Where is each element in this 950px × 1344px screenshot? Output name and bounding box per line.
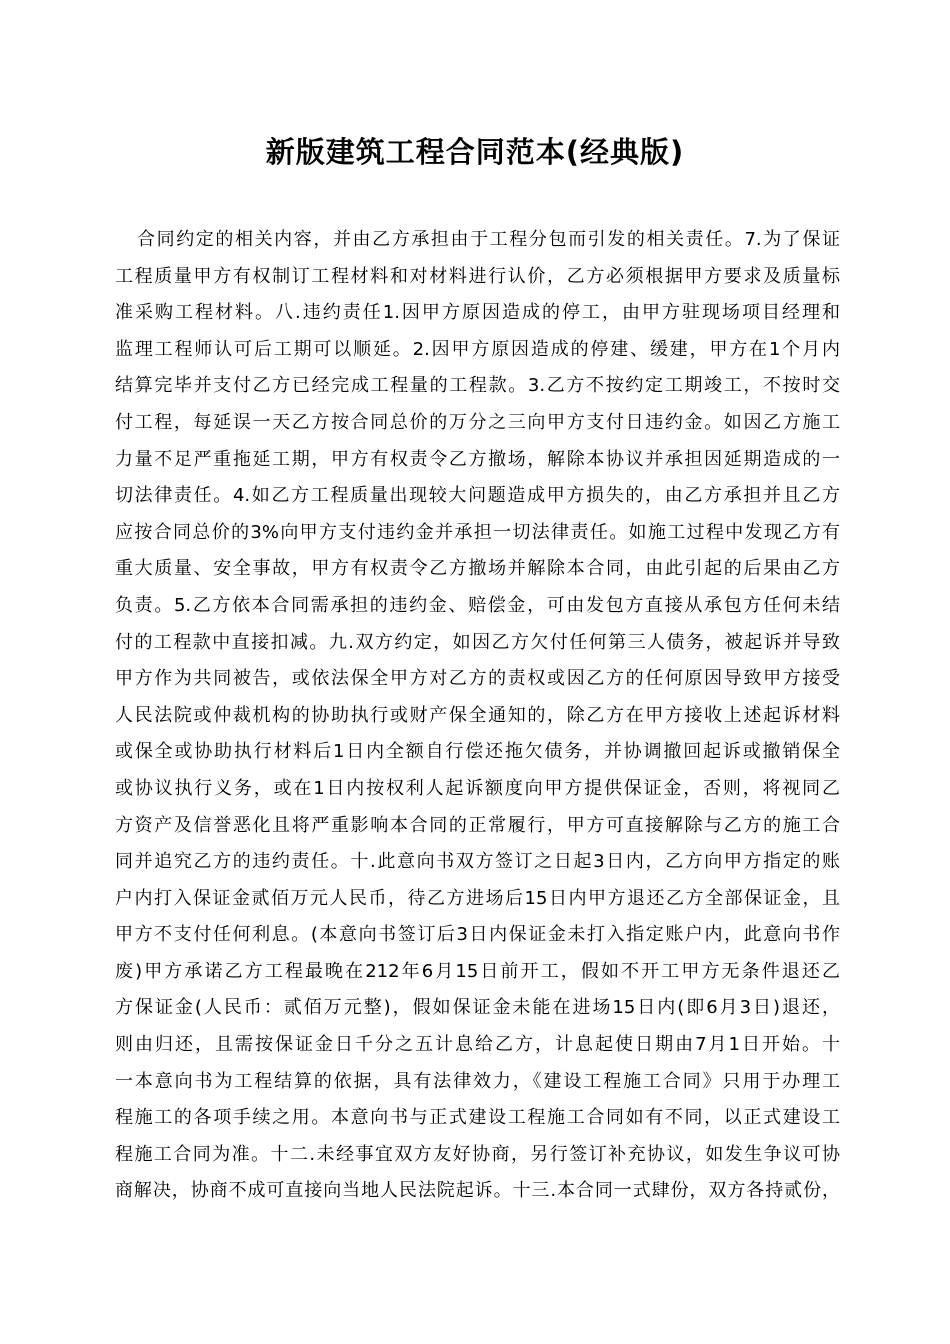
body-line: 或协议执行义务，或在1日内按权利人起诉额度向甲方提供保证金，否则，将视同乙: [115, 777, 840, 799]
body-line: 负责。5.乙方依本合同需承担的违约金、赔偿金，可由发包方直接从承包方任何未结: [115, 594, 840, 616]
body-line: 力量不足严重拖延工期，甲方有权责令乙方撤场，解除本协议并承担因延期造成的一: [115, 448, 840, 470]
body-line: 监理工程师认可后工期可以顺延。2.因甲方原因造成的停建、缓建，甲方在1个月内: [115, 338, 840, 360]
body-line: 工程质量甲方有权制订工程材料和对材料进行认价，乙方必须根据甲方要求及质量标: [115, 265, 840, 287]
body-line: 废)甲方承诺乙方工程最晚在212年6月15日前开工，假如不开工甲方无条件退还乙: [115, 960, 840, 982]
body-line: 方保证金(人民币：贰佰万元整)，假如保证金未能在进场15日内(即6月3日)退还，: [115, 997, 840, 1019]
body-line: 付工程，每延误一天乙方按合同总价的万分之三向甲方支付日违约金。如因乙方施工: [115, 411, 840, 433]
body-line: 同并追究乙方的违约责任。十.此意向书双方签订之日起3日内，乙方向甲方指定的账: [115, 851, 840, 873]
body-line: 则由归还，且需按保证金日千分之五计息给乙方，计息起使日期由7月1日开始。十: [115, 1034, 840, 1056]
body-line: 准采购工程材料。八.违约责任1.因甲方原因造成的停工，由甲方驻现场项目经理和: [115, 302, 840, 324]
body-line: 切法律责任。4.如乙方工程质量出现较大问题造成甲方损失的，由乙方承担并且乙方: [115, 485, 840, 507]
body-line: 程施工的各项手续之用。本意向书与正式建设工程施工合同如有不同，以正式建设工: [115, 1107, 840, 1129]
body-line: 人民法院或仲裁机构的协助执行或财产保全通知的，除乙方在甲方接收上述起诉材料: [115, 704, 840, 726]
body-line: 应按合同总价的3%向甲方支付违约金并承担一切法律责任。如施工过程中发现乙方有: [115, 521, 840, 543]
body-line: 付的工程款中直接扣减。九.双方约定，如因乙方欠付任何第三人债务，被起诉并导致: [115, 631, 840, 653]
document-title: 新版建筑工程合同范本(经典版): [265, 135, 685, 169]
body-line: 合同约定的相关内容，并由乙方承担由于工程分包而引发的相关责任。7.为了保证: [137, 229, 840, 250]
document-body: [115, 222, 840, 1210]
body-line: 甲方不支付任何利息。(本意向书签订后3日内保证金未打入指定账户内，此意向书作: [115, 924, 840, 946]
body-line: 方资产及信誉恶化且将严重影响本合同的正常履行，甲方可直接解除与乙方的施工合: [115, 814, 840, 836]
body-line: 或保全或协助执行材料后1日内全额自行偿还拖欠债务，并协调撤回起诉或撤销保全: [115, 741, 840, 763]
body-line: 商解决，协商不成可直接向当地人民法院起诉。十三.本合同一式肆份，双方各持贰份，: [115, 1180, 840, 1202]
body-line: 甲方作为共同被告，或依法保全甲方对乙方的责权或因乙方的任何原因导致甲方接受: [115, 668, 840, 690]
body-line: 重大质量、安全事故，甲方有权责令乙方撤场并解除本合同，由此引起的后果由乙方: [115, 558, 840, 580]
body-line: 结算完毕并支付乙方已经完成工程量的工程款。3.乙方不按约定工期竣工，不按时交: [115, 375, 840, 397]
body-line: 户内打入保证金贰佰万元人民币，待乙方进场后15日内甲方退还乙方全部保证金，且: [115, 887, 840, 909]
body-line: 程施工合同为准。十二.未经事宜双方友好协商，另行签订补充协议，如发生争议可协: [115, 1143, 840, 1165]
body-line: 一本意向书为工程结算的依据，具有法律效力，《建设工程施工合同》只用于办理工: [115, 1070, 840, 1092]
